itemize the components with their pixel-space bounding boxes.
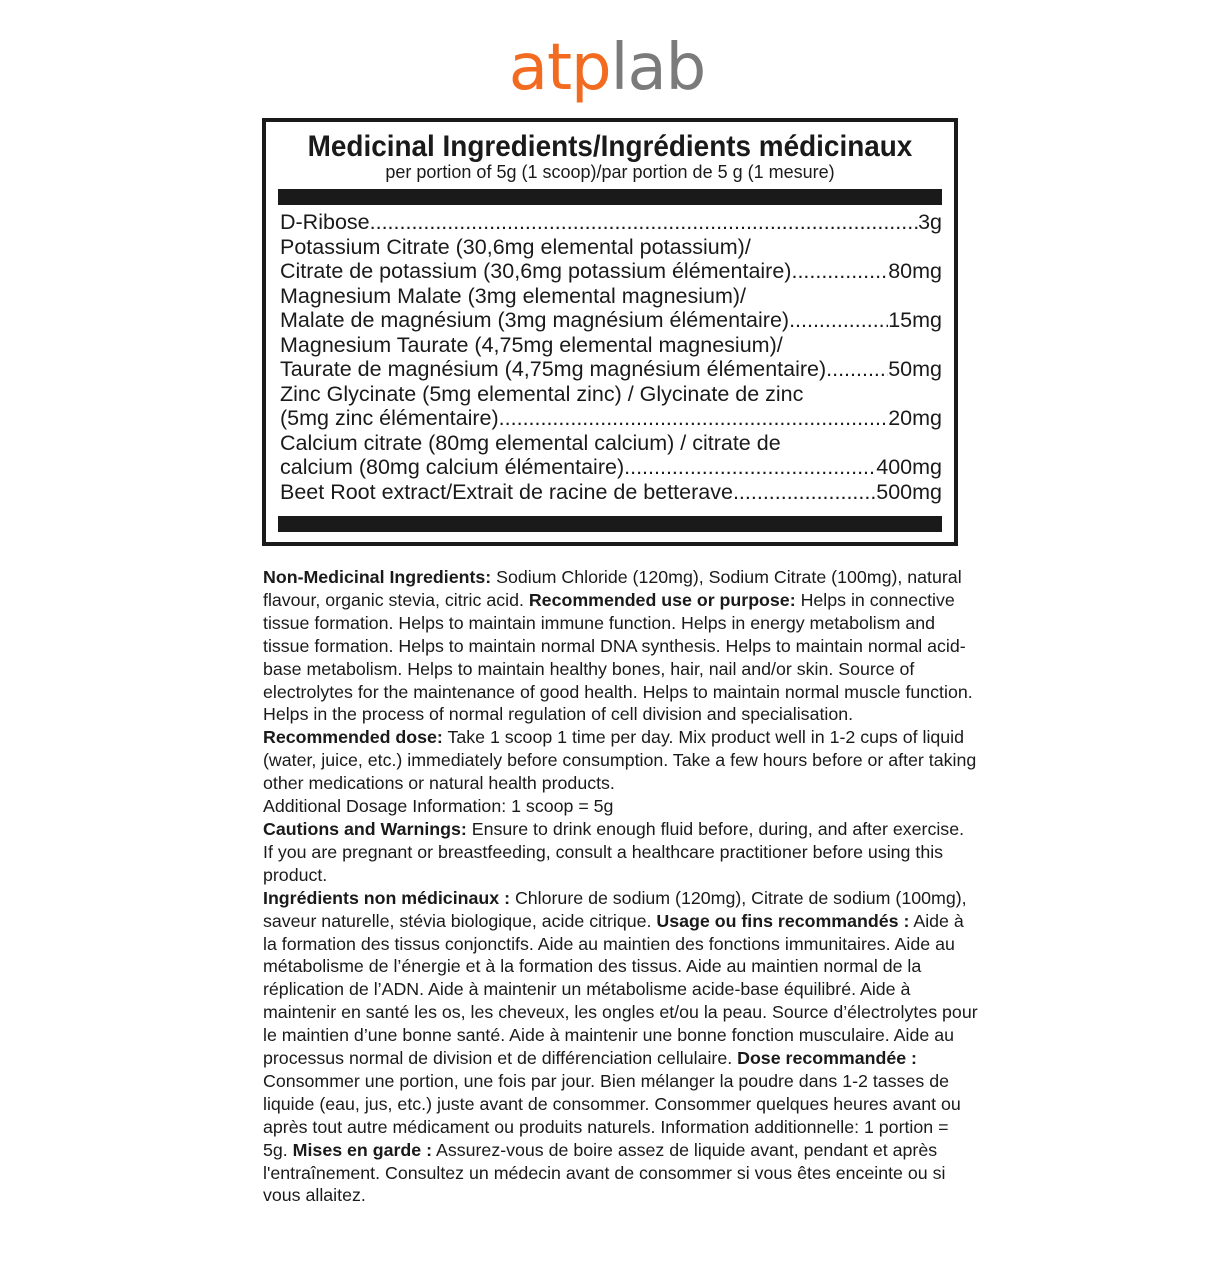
leader-dots	[733, 480, 876, 505]
en-recommended-dose-label: Recommended dose:	[263, 727, 443, 748]
fr-recommended-use-label: Usage ou fins recommandés :	[656, 910, 910, 931]
medicinal-ingredients-panel	[262, 118, 958, 546]
fr-warnings-label: Mises en garde :	[292, 1139, 433, 1160]
ingredient-name: Magnesium Taurate (4,75mg elemental magnesium)/	[280, 332, 783, 357]
ingredient-row	[280, 333, 942, 358]
fr-warnings-text: Assurez-vous de boire assez de liquide avant, pendant et après l'entraînement. Consultez un médecin avant de consommer si vous êtes enceinte ou si vous allaitez.	[263, 1139, 946, 1206]
fr-nonmedicinal-text: Chlorure de sodium (120mg), Citrate de sodium (100mg), saveur naturelle, stévia biologique, acide citrique.	[263, 887, 967, 931]
ingredient-row	[280, 455, 942, 480]
en-recommended-use-text: Helps in connective tissue formation. Helps to maintain immune function. Helps in energy metabolism and tissue formation. Helps to maintain normal DNA synthesis. Helps to maintain normal acid-base metabolism. Helps to maintain healthy bones, hair, nail and/or skin. Source of electrolytes for the maintenance of good health. Helps to maintain normal muscle function. Helps in the process of normal regulation of cell division and specialisation.	[263, 589, 973, 725]
ingredient-name: Taurate de magnésium (4,75mg magnésium élémentaire)	[280, 357, 827, 381]
ingredient-amount: 80mg	[888, 259, 942, 283]
en-recommended-use-label: Recommended use or purpose:	[528, 589, 796, 610]
label-body-text	[263, 566, 978, 1207]
fr-recommended-dose-label: Dose recommandée :	[737, 1048, 917, 1069]
ingredient-name: Malate de magnésium (3mg magnésium élémentaire)	[280, 308, 790, 332]
ingredient-row	[280, 210, 942, 235]
ingredient-name: (5mg zinc élémentaire)	[280, 406, 499, 430]
en-recommended-dose-text: Take 1 scoop 1 time per day. Mix product well in 1-2 cups of liquid (water, juice, etc.) immediately before consumption. Take a few hours before or after taking other medications or natural health products.	[263, 727, 977, 794]
ingredient-row	[280, 284, 942, 309]
ingredient-row	[280, 480, 942, 505]
leader-dots	[624, 455, 876, 480]
en-cautions-label: Cautions and Warnings:	[263, 818, 467, 839]
brand-logo	[0, 28, 1214, 108]
ingredient-list	[280, 210, 942, 504]
leader-dots	[789, 308, 888, 333]
fr-nonmedicinal-label: Ingrédients non médicinaux :	[263, 887, 510, 908]
leader-dots	[499, 406, 889, 431]
en-cautions-text: Ensure to drink enough fluid before, during, and after exercise. If you are pregnant or breastfeeding, consult a healthcare practitioner before using this product.	[263, 818, 965, 885]
ingredient-row	[280, 382, 942, 407]
ingredient-row	[280, 357, 942, 382]
ingredient-name: Calcium citrate (80mg elemental calcium) / citrate de	[280, 430, 781, 455]
fr-recommended-dose-text: Consommer une portion, une fois par jour. Bien mélanger la poudre dans 1-2 tasses de liquide (eau, jus, etc.) juste avant de consommer. Consommer quelques heures avant ou après tout autre médicament ou produits naturels. Information additionnelle: 1 portion = 5g.	[263, 1070, 961, 1160]
leader-dots	[826, 357, 888, 382]
bottom-divider-bar	[278, 516, 942, 532]
ingredient-amount: 3g	[918, 210, 942, 234]
ingredient-amount: 400mg	[876, 455, 942, 479]
ingredient-amount: 20mg	[888, 406, 942, 430]
ingredient-name: Beet Root extract/Extrait de racine de betterave	[280, 479, 733, 504]
ingredient-row	[280, 308, 942, 333]
ingredient-row	[280, 431, 942, 456]
ingredient-row	[280, 406, 942, 431]
top-divider-bar	[278, 189, 942, 205]
panel-title: Medicinal Ingredients/Ingrédients médicinaux	[307, 130, 913, 163]
ingredient-amount: 500mg	[876, 479, 942, 504]
ingredient-row	[280, 235, 942, 260]
ingredient-name: Zinc Glycinate (5mg elemental zinc) / Glycinate de zinc	[280, 381, 804, 406]
ingredient-name: D-Ribose	[280, 210, 370, 234]
en-nonmedicinal-label: Non-Medicinal Ingredients:	[263, 567, 492, 587]
ingredient-name: Potassium Citrate (30,6mg elemental potassium)/	[280, 234, 751, 259]
fr-recommended-use-text: Aide à la formation des tissus conjonctifs. Aide au maintien des fonctions immunitaires. Aide au métabolisme de l’énergie et à la formation des tissus. Aide au maintien normal de la réplication de l’ADN. Aide à maintenir un métabolisme acide-base équilibré. Aide à maintenir en santé les os, les cheveux, les ongles et/ou la peau. Source d’électrolytes pour le maintien d’une bonne santé. Aide à maintenir une bonne fonction musculaire. Aide au processus normal de division et de différenciation cellulaire.	[263, 910, 978, 1069]
ingredient-name: Magnesium Malate (3mg elemental magnesium)/	[280, 283, 747, 308]
en-additional-dosage-info: Additional Dosage Information: 1 scoop = 5g	[263, 796, 614, 817]
ingredient-row	[280, 259, 942, 284]
ingredient-amount: 50mg	[888, 357, 942, 381]
leader-dots	[791, 259, 888, 284]
ingredient-name: Citrate de potassium (30,6mg potassium élémentaire)	[280, 259, 792, 283]
ingredient-amount: 15mg	[888, 308, 942, 332]
leader-dots	[370, 210, 918, 235]
panel-subtitle: per portion of 5g (1 scoop)/par portion de 5 g (1 mesure)	[385, 162, 835, 182]
ingredient-name: calcium (80mg calcium élémentaire)	[280, 455, 625, 479]
en-nonmedicinal-text: Sodium Chloride (120mg), Sodium Citrate (100mg), natural flavour, organic stevia, citric acid.	[263, 567, 962, 610]
brand-logo-part1: atp	[508, 31, 611, 105]
brand-logo-part2: lab	[610, 31, 706, 105]
